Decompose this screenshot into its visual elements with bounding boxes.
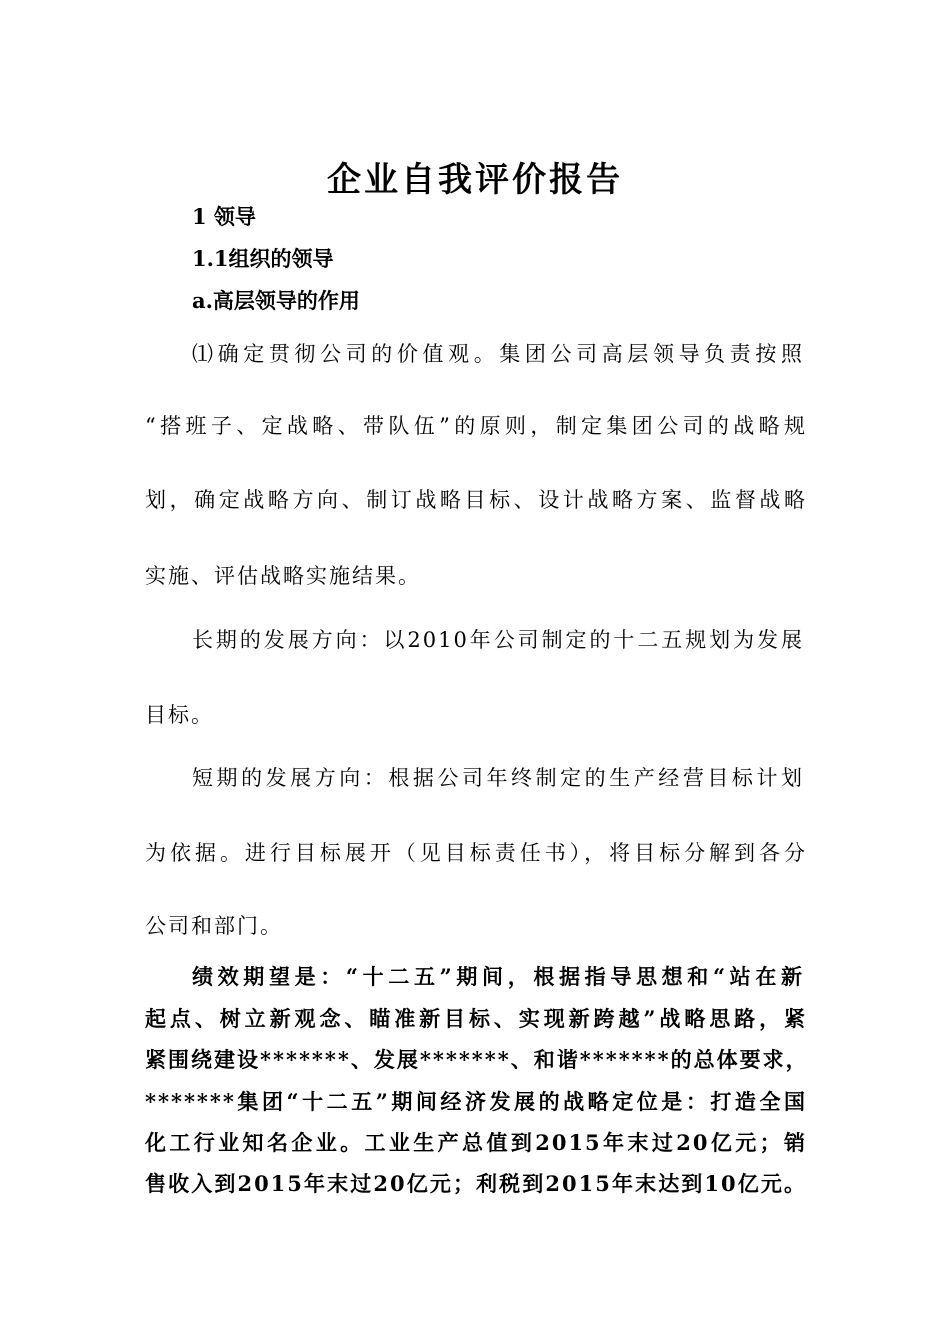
paragraph-1-line-4: 实施、评估战略实施结果。	[145, 564, 421, 588]
paragraph-1-line-3: 划，确定战略方向、制订战略目标、设计战略方案、监督战略	[145, 488, 807, 512]
section-heading-1-1: 1.1组织的领导	[192, 246, 334, 271]
paragraph-3-line-2: 为依据。进行目标展开（见目标责任书），将目标分解到各分	[145, 841, 807, 865]
section-heading-1: 1 领导	[192, 204, 256, 229]
paragraph-2-line-1: 长期的发展方向：以2010年公司制定的十二五规划为发展	[192, 628, 804, 652]
paragraph-3-line-1: 短期的发展方向：根据公司年终制定的生产经营目标计划	[192, 766, 804, 790]
section-heading-a: a.高层领导的作用	[192, 288, 360, 313]
paragraph-2-line-2: 目标。	[145, 703, 214, 727]
paragraph-3-line-3: 公司和部门。	[145, 914, 283, 938]
paragraph-4-line-1: 绩效期望是：“十二五”期间，根据指导思想和“站在新	[192, 964, 804, 989]
paragraph-4-line-3: 紧围绕建设*******、发展*******、和谐*******的总体要求，	[145, 1047, 809, 1072]
paragraph-1-line-2: “搭班子、定战略、带队伍”的原则，制定集团公司的战略规	[145, 414, 807, 438]
document-title: 企业自我评价报告	[327, 160, 623, 200]
paragraph-4-line-4: *******集团“十二五”期间经济发展的战略定位是：打造全国	[145, 1089, 807, 1114]
paragraph-4-line-5: 化工行业知名企业。工业生产总值到2015年末过20亿元；销	[145, 1130, 807, 1155]
paragraph-4-line-2: 起点、树立新观念、瞄准新目标、实现新跨越”战略思路，紧	[145, 1006, 807, 1031]
paragraph-4-line-6: 售收入到2015年末过20亿元；利税到2015年末达到10亿元。	[145, 1171, 807, 1196]
paragraph-1-line-1: ⑴确定贯彻公司的价值观。集团公司高层领导负责按照	[192, 342, 804, 366]
